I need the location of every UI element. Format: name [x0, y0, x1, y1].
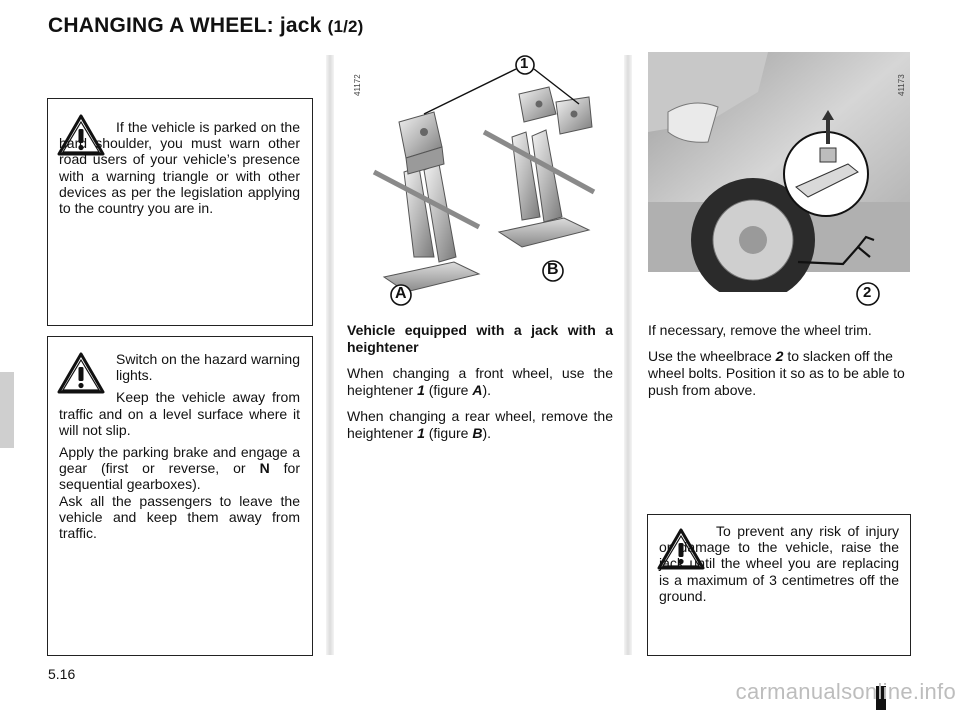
warning-text: To prevent any risk of injury or damage to the vehicle, raise the jack until the wheel you are replacing is a maximum of 3 centimetres off the ground.: [659, 523, 899, 604]
callout-2: 2: [863, 284, 872, 301]
warning-box-hazard: [47, 336, 313, 656]
body-paragraph: [347, 365, 613, 399]
page-title: [48, 14, 364, 38]
ref-number: 1: [417, 382, 425, 398]
figure-label-b: B: [547, 261, 559, 278]
text-run: (figure: [424, 382, 473, 398]
figure-jack: [344, 52, 614, 308]
figure-id: 41173: [897, 74, 906, 96]
body-paragraph: If necessary, remove the wheel trim.: [648, 322, 872, 338]
warning-box-injury: [647, 514, 911, 656]
text-run: ).: [482, 382, 492, 398]
ref-number: 2: [775, 348, 784, 364]
bold-ref: N: [259, 460, 270, 477]
figure-wheel: [648, 52, 910, 308]
jack-b: [484, 87, 594, 247]
title-part: (1/2): [327, 17, 364, 36]
warning-text: If the vehicle is parked on the hard shoulder, you must warn other road users of your vehicle’s presence with a warning triangle or with other devices as per the legislation applying to the country you are in.: [59, 119, 300, 217]
warning-text: [59, 351, 300, 547]
warning-paragraph: Keep the vehicle away from traffic and on a level surface where it will not slip.: [59, 389, 300, 438]
body-paragraph: [347, 408, 613, 442]
text-run: to slacken off the wheel bolts. Position it so as to be able to push from above.: [648, 348, 905, 398]
section-heading: [347, 322, 613, 356]
text-run: When changing a rear wheel, remove the heightener: [347, 408, 613, 441]
text-run: ).: [482, 425, 492, 441]
watermark: carmanualsonline.info: [735, 679, 956, 704]
ref-number: 1: [417, 425, 425, 441]
figure-ref: A: [472, 382, 483, 398]
wheel-illustration: [648, 52, 910, 308]
page-number: 5.16: [48, 666, 76, 682]
warning-paragraph: Ask all the passengers to leave the vehicle and keep them away from traffic.: [59, 492, 300, 542]
title-main: CHANGING A WHEEL: jack: [48, 14, 328, 37]
figure-label-a: A: [395, 285, 407, 302]
figure-ref: B: [472, 425, 483, 441]
warning-box-hard-shoulder: [47, 98, 313, 326]
warning-paragraph: [59, 444, 300, 493]
right-text: [648, 322, 912, 408]
jack-a: [374, 112, 479, 292]
column-divider: [326, 55, 334, 655]
column-divider: [624, 55, 632, 655]
middle-text: [347, 322, 613, 451]
section-tab: [0, 372, 14, 448]
body-paragraph: [648, 348, 912, 399]
text-run: When changing a front wheel, use the heightener: [347, 365, 613, 398]
jack-illustration: [344, 52, 614, 308]
warning-paragraph: Switch on the hazard warning lights.: [116, 351, 300, 384]
text-run: (figure: [424, 425, 473, 441]
text-run: Apply the parking brake and engage a gear (first or reverse, or: [59, 444, 300, 477]
text-run: for sequential gearboxes).: [59, 460, 300, 493]
text-run: Use the wheelbrace: [648, 348, 776, 364]
heading-text: Vehicle equipped with a jack with a heightener: [347, 322, 613, 355]
figure-id: 41172: [353, 74, 362, 96]
callout-1: 1: [520, 55, 529, 72]
